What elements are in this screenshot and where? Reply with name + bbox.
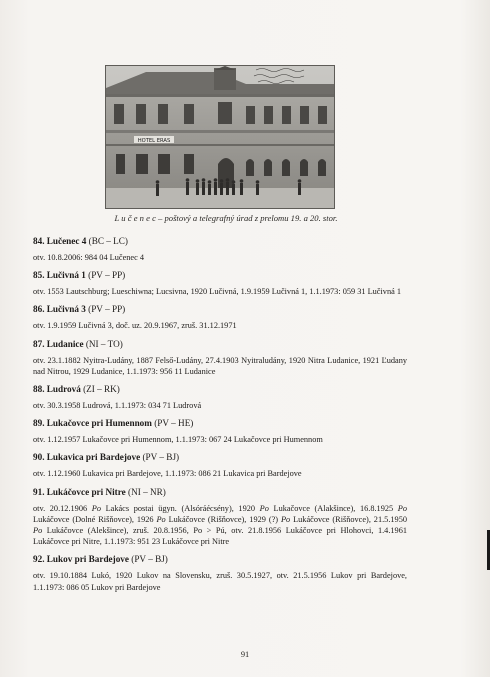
entry-body: otv. 1.12.1957 Lukačovce pri Humennom, 1.1.1973: 067 24 Lukačovce pri Humennom xyxy=(33,435,323,445)
entry-name: Lukov pri Bardejove xyxy=(46,554,129,565)
entry-heading xyxy=(33,235,407,247)
entry xyxy=(33,451,407,479)
entry-number: 85. xyxy=(33,270,45,281)
entry-code: (NI – TO) xyxy=(85,338,123,349)
entry-name: Ludanice xyxy=(46,338,84,349)
entry-heading xyxy=(33,417,407,429)
entry-code: (PV – PP) xyxy=(88,270,126,281)
entry-name: Lukavica pri Bardejove xyxy=(46,452,141,463)
entry-code: (NI – NR) xyxy=(128,486,166,497)
shop-sign-text: HOTEL ERAS xyxy=(137,138,171,144)
entry-body: otv. 23.1.1882 Nyitra-Ludány, 1887 Felső-Ludány, 27.4.1903 Nyitraludány, 1920 Nitra Ludanice, 1921 Ľudany nad Nitrou, 1929 Ludanice, 1.1.1973: 956 11 Ludanice xyxy=(33,355,407,376)
entry-number: 86. xyxy=(33,304,45,315)
entry-number: 92. xyxy=(33,554,45,565)
historic-photo xyxy=(106,66,334,208)
entry-body: otv. 1.9.1959 Lučivná 3, doč. uz. 20.9.1967, zruš. 31.12.1971 xyxy=(33,321,237,331)
entry-heading xyxy=(33,303,407,315)
entry-heading xyxy=(33,269,407,281)
entry-code: (BC – LC) xyxy=(88,236,128,246)
entry-body: otv. 1553 Lautschburg; Lueschiwna; Lucsivna, 1920 Lučivná, 1.9.1959 Lučivná 1, 1.1.1973: 059 31 Lučivná 1 xyxy=(33,287,401,297)
entry-code: (ZI – RK) xyxy=(83,384,120,395)
entry-number: 91. xyxy=(33,486,45,497)
entry xyxy=(33,269,407,297)
entry-heading xyxy=(33,338,407,350)
entry-body: otv. 20.12.1906 Po Lakács postai ügyn. (Alsóráécsény), 1920 Po Lukačovce (Alakšince), 16.8.1925 Po Lukáčovce (Dolné Rišňovce), 1926 Po Lukáčovce (Rišňovce), 1929 (?) Po Lukáčovce (Rišňovce), 21.5.1950 Po Lukáčovce (Alekšince), zruš. 20.8.1956, Po > Pú, otv. 21.8.1956 Lukáčovce pri Hlohovci, 1.4.1961 Lukáčovce pri Nitre, 1.1.1973: 951 23 Lukáčovce pri Nitre xyxy=(33,503,407,547)
entry-list xyxy=(33,234,407,599)
entry-name: Lukáčovce pri Nitre xyxy=(46,486,126,497)
entry-body: otv. 19.10.1884 Lukó, 1920 Lukov na Slovensku, zruš. 30.5.1927, otv. 21.5.1956 Lukov pri Bardejove, 1.1.1973: 086 05 Lukov pri Bardejove xyxy=(33,571,407,592)
entry xyxy=(33,553,407,592)
entry xyxy=(33,235,407,263)
entry xyxy=(33,338,407,377)
entry-body: otv. 1.12.1960 Lukavica pri Bardejove, 1.1.1973: 086 21 Lukavica pri Bardejove xyxy=(33,469,302,479)
entry-heading xyxy=(33,553,407,565)
figure-caption: L u č e n e c – poštový a telegrafný úrad z prelomu 19. a 20. stor. xyxy=(114,213,338,223)
entry-code: (PV – BJ) xyxy=(142,452,180,463)
entry-heading xyxy=(33,383,407,395)
entry-name: Lučivná 1 xyxy=(46,270,86,281)
entry-number: 89. xyxy=(33,418,45,429)
entry xyxy=(33,417,407,445)
entry-number: 88. xyxy=(33,384,45,395)
entry xyxy=(33,303,407,331)
entry-code: (PV – HE) xyxy=(154,418,194,429)
entry-number: 87. xyxy=(33,338,45,349)
entry-name: Lučivná 3 xyxy=(46,304,86,315)
entry-heading xyxy=(33,451,407,463)
page-number: 91 xyxy=(240,650,250,659)
entry-code: (PV – BJ) xyxy=(131,554,168,565)
entry-body: otv. 30.3.1958 Ludrová, 1.1.1973: 034 71 Ludrová xyxy=(33,401,202,411)
entry-code: (PV – PP) xyxy=(88,304,126,315)
entry-number: 90. xyxy=(33,452,45,463)
entry-name: Lukačovce pri Humennom xyxy=(46,418,152,429)
entry-name: Ludrová xyxy=(46,384,81,395)
entry xyxy=(33,383,407,411)
post-office-building-illustration xyxy=(106,66,334,208)
entry-body: otv. 10.8.2006: 984 04 Lučenec 4 xyxy=(33,253,144,262)
entry-name: Lučenec 4 xyxy=(46,236,87,246)
entry xyxy=(33,486,407,548)
entry-number: 84. xyxy=(33,236,45,246)
entry-heading xyxy=(33,486,407,498)
